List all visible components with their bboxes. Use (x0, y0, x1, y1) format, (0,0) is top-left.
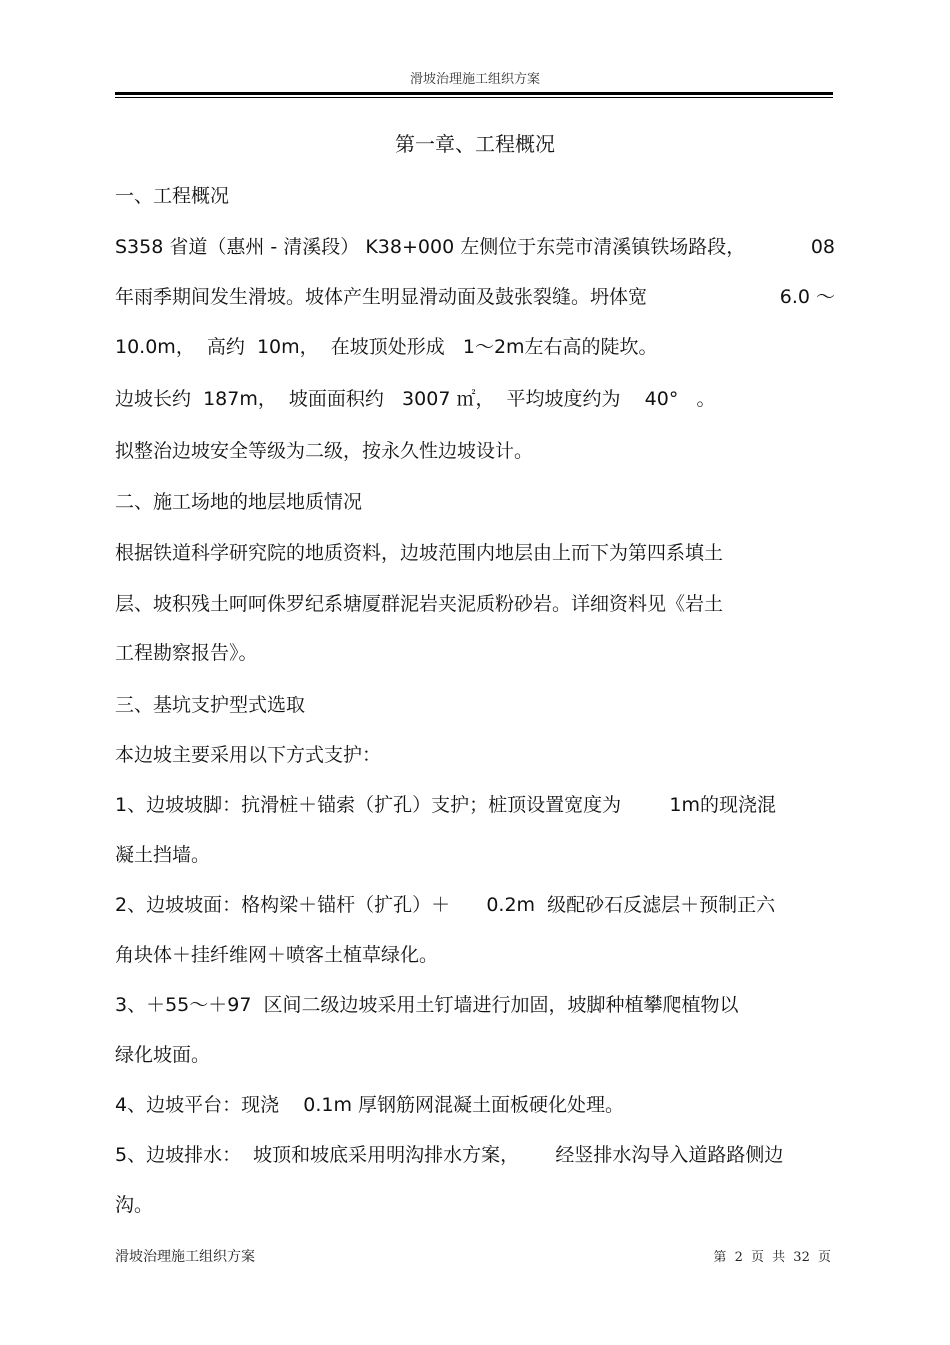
list-item: 2、边坡坡面：格构梁＋锚杆（扩孔）＋ 0.2m 级配砂石反滤层＋预制正六 (115, 894, 776, 916)
section-heading-1: 一、工程概况 (115, 185, 230, 207)
footer-title: 滑坡治理施工组织方案 (115, 1249, 255, 1265)
text-segment: 08 (810, 236, 835, 258)
header-rule-thick (115, 92, 833, 95)
text-segment: 年雨季期间发生滑坡。坡体产生明显滑动面及鼓张裂缝。坍体宽 (115, 286, 648, 308)
header-rule-thin (115, 97, 833, 98)
paragraph-line: 工程勘察报告》。 (115, 642, 258, 664)
paragraph-line: 根据铁道科学研究院的地质资料，边坡范围内地层由上而下为第四系填土 (115, 542, 724, 564)
running-header: 滑坡治理施工组织方案 (409, 72, 540, 87)
paragraph-line: 10.0m， 高约 10m， 在坡顶处形成 1～2m左右高的陡坎。 (115, 336, 658, 358)
list-item-continuation: 角块体＋挂纤维网＋喷客土植草绿化。 (115, 944, 439, 966)
list-item: 3、＋55～＋97 区间二级边坡采用土钉墙进行加固，坡脚种植攀爬植物以 (115, 994, 739, 1016)
page-number (711, 1246, 833, 1265)
list-item: 4、边坡平台：现浇 0.1m 厚钢筋网混凝土面板硬化处理。 (115, 1094, 625, 1116)
paragraph-line: 边坡长约 187m， 坡面面积约 3007 ㎡， 平均坡度约为 40° 。 (115, 388, 716, 410)
chapter-title: 第一章、工程概况 (395, 132, 555, 156)
page-current: 2 (734, 1250, 743, 1265)
list-item: 1、边坡坡脚：抗滑桩＋锚索（扩孔）支护；桩顶设置宽度为 1m的现浇混 (115, 794, 777, 816)
paragraph-line (115, 284, 835, 310)
list-item-continuation: 沟。 (115, 1194, 154, 1216)
page-prefix: 第 (713, 1250, 727, 1265)
paragraph-line: 本边坡主要采用以下方式支护： (115, 744, 382, 766)
text-segment: S358 省道（惠州 - 清溪段） K38+000 左侧位于东莞市清溪镇铁场路段， (115, 236, 746, 258)
paragraph-line (115, 234, 835, 260)
text-segment: 6.0 ～ (779, 286, 835, 308)
page-mid: 页 (750, 1250, 764, 1265)
paragraph-line: 拟整治边坡安全等级为二级，按永久性边坡设计。 (115, 440, 534, 462)
section-heading-2: 二、施工场地的地层地质情况 (115, 491, 363, 513)
list-item: 5、边坡排水： 坡顶和坡底采用明沟排水方案， 经竖排水沟导入道路路侧边 (115, 1144, 784, 1166)
paragraph-line: 层、坡积残土呵呵侏罗纪系塘厦群泥岩夹泥质粉砂岩。详细资料见《岩土 (115, 593, 724, 615)
page-suffix: 页 (817, 1250, 831, 1265)
page-total: 32 (793, 1250, 810, 1265)
page-total-prefix: 共 (772, 1250, 786, 1265)
section-heading-3: 三、基坑支护型式选取 (115, 694, 306, 716)
list-item-continuation: 凝土挡墙。 (115, 844, 211, 866)
list-item-continuation: 绿化坡面。 (115, 1044, 211, 1066)
